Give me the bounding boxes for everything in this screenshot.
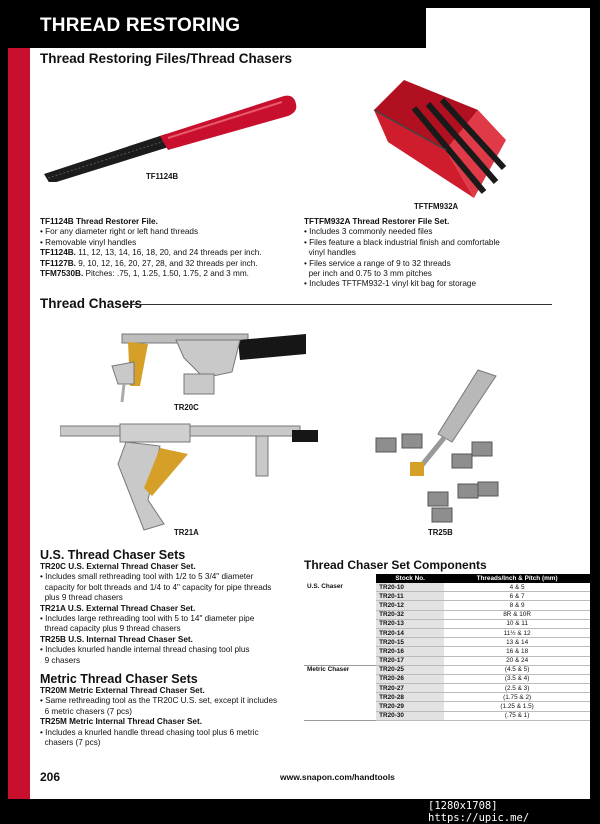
chasers-section-title: Thread Chasers <box>40 296 143 311</box>
spec-line: TF1127B. 9, 10, 12, 16, 20, 27, 28, and 32 threads per inch. <box>40 258 258 268</box>
tr21a-caption: TR21A <box>174 528 199 537</box>
thread-pitch-cell: 6 & 7 <box>444 592 590 601</box>
tftfm932a-bullet: • Files feature a black industrial finish and comfortable <box>304 237 500 247</box>
tftfm932a-bullet: • Includes TFTFM932-1 vinyl kit bag for storage <box>304 279 477 289</box>
set-bullet-continued: capacity for bolt threads and 1/4 to 4" capacity for pipe threads <box>44 582 272 592</box>
thread-pitch-cell: (.75 & 1) <box>444 711 590 720</box>
section-header <box>8 8 426 48</box>
tr25b-heading: TR25B U.S. Internal Thread Chaser Set. <box>40 634 193 644</box>
tf1124b-heading: TF1124B Thread Restorer File. <box>40 217 158 226</box>
spec-line: TFM7530B. Pitches: .75, 1, 1.25, 1.50, 1.75, 2 and 3 mm. <box>40 269 249 279</box>
tr20c-tool-image <box>100 326 306 408</box>
tftfm932a-bullet-continued: vinyl handles <box>308 248 356 258</box>
stock-number-cell: TR20-15 <box>376 638 444 647</box>
stock-no-header: Stock No. <box>376 574 444 583</box>
threads-header: Threads/Inch & Pitch (mm) <box>444 574 590 583</box>
tr21a-heading: TR21A U.S. External Thread Chaser Set. <box>40 603 196 613</box>
stock-number-cell: TR20-28 <box>376 693 444 702</box>
chasers-divider <box>124 304 552 305</box>
tr20c-heading: TR20C U.S. External Thread Chaser Set. <box>40 562 196 571</box>
thread-pitch-cell: 10 & 11 <box>444 619 590 628</box>
thread-pitch-cell: 8R & 10R <box>444 610 590 619</box>
stock-number-cell: TR20-27 <box>376 684 444 693</box>
tr20c-caption: TR20C <box>174 403 199 412</box>
set-bullet: • Includes large rethreading tool with 5 to 14" diameter pipe <box>40 614 255 624</box>
set-bullet: • Includes knurled handle internal thread chasing tool plus <box>40 645 250 655</box>
thread-pitch-cell: (1.75 & 2) <box>444 693 590 702</box>
chaser-group-label: Metric Chaser <box>304 665 376 720</box>
thread-pitch-cell: 16 & 18 <box>444 647 590 656</box>
stock-number-cell: TR20-30 <box>376 711 444 720</box>
tr25b-caption: TR25B <box>428 528 453 537</box>
stock-number-cell: TR20-14 <box>376 628 444 637</box>
thread-pitch-cell: (4.5 & 5) <box>444 665 590 674</box>
set-bullet: • Includes small rethreading tool with 1/2 to 5 3/4" diameter <box>40 572 254 582</box>
stock-number-cell: TR20-29 <box>376 702 444 711</box>
files-section-title: Thread Restoring Files/Thread Chasers <box>40 51 293 66</box>
stock-number-cell: TR20-26 <box>376 674 444 683</box>
stock-number-cell: TR20-12 <box>376 601 444 610</box>
tftfm932a-heading: TFTFM932A Thread Restorer File Set. <box>304 217 450 226</box>
tr21a-tool-image <box>60 420 318 532</box>
thread-pitch-cell: (2.5 & 3) <box>444 684 590 693</box>
components-table <box>304 574 590 721</box>
thread-pitch-cell: 11½ & 12 <box>444 628 590 637</box>
us-sets-title: U.S. Thread Chaser Sets <box>40 548 186 562</box>
tftfm932a-kit-image <box>366 70 512 202</box>
components-table-title: Thread Chaser Set Components <box>304 558 487 572</box>
thread-pitch-cell: 13 & 14 <box>444 638 590 647</box>
stock-number-cell: TR20-10 <box>376 583 444 592</box>
stock-number-cell: TR20-16 <box>376 647 444 656</box>
watermark: [1280x1708] https://upic.me/ <box>428 800 530 824</box>
stock-number-cell: TR20-17 <box>376 656 444 665</box>
tr20m-heading: TR20M Metric External Thread Chaser Set. <box>40 686 205 695</box>
stock-number-cell: TR20-13 <box>376 619 444 628</box>
table-row <box>304 665 590 674</box>
section-title: THREAD RESTORING <box>40 15 241 36</box>
table-row <box>304 583 590 592</box>
stock-number-cell: TR20-25 <box>376 665 444 674</box>
thread-pitch-cell: 20 & 24 <box>444 656 590 665</box>
group-header <box>304 574 376 583</box>
spec-line: TF1124B. 11, 12, 13, 14, 16, 18, 20, and 24 threads per inch. <box>40 248 262 258</box>
set-bullet: • Same rethreading tool as the TR20C U.S. set, except it includes <box>40 696 278 706</box>
footer-url[interactable]: www.snapon.com/handtools <box>280 772 395 782</box>
set-bullet-continued: 6 metric chasers (7 pcs) <box>44 706 132 716</box>
catalog-page <box>8 8 590 799</box>
metric-sets-list <box>40 686 290 748</box>
thread-pitch-cell: (1.25 & 1.5) <box>444 702 590 711</box>
thread-pitch-cell: 4 & 5 <box>444 583 590 592</box>
tf1124b-bullet: • Removable vinyl handles <box>40 237 137 247</box>
tr25b-tool-image <box>368 364 528 524</box>
chaser-group-label: U.S. Chaser <box>304 583 376 665</box>
thread-pitch-cell: 8 & 9 <box>444 601 590 610</box>
tf1124b-file-image <box>36 90 298 182</box>
set-bullet-continued: thread capacity plus 9 thread chasers <box>44 624 181 634</box>
set-bullet: • Includes a knurled handle thread chasing tool plus 6 metric <box>40 727 259 737</box>
red-side-bar <box>8 8 30 799</box>
set-bullet-continued: plus 9 thread chasers <box>44 593 123 603</box>
page-number: 206 <box>40 770 61 784</box>
tftfm932a-bullet: • Includes 3 commonly needed files <box>304 227 433 237</box>
stock-number-cell: TR20-32 <box>376 610 444 619</box>
tf1124b-caption: TF1124B <box>146 172 179 181</box>
tftfm932a-caption: TFTFM932A <box>414 202 459 211</box>
tftfm932a-bullet-continued: per inch and 0.75 to 3 mm pitches <box>308 269 432 279</box>
tftfm932a-description <box>304 217 564 290</box>
set-bullet-continued: chasers (7 pcs) <box>44 738 101 748</box>
table-header-row <box>304 574 590 583</box>
tftfm932a-bullet: • Files service a range of 9 to 32 threads <box>304 258 451 268</box>
tf1124b-bullet: • For any diameter right or left hand threads <box>40 227 199 237</box>
set-bullet-continued: 9 chasers <box>44 655 81 665</box>
us-sets-list <box>40 562 290 666</box>
thread-pitch-cell: (3.5 & 4) <box>444 674 590 683</box>
tf1124b-description <box>40 217 300 279</box>
stock-number-cell: TR20-11 <box>376 592 444 601</box>
tr25m-heading: TR25M Metric Internal Thread Chaser Set. <box>40 717 202 727</box>
metric-sets-title: Metric Thread Chaser Sets <box>40 672 198 686</box>
